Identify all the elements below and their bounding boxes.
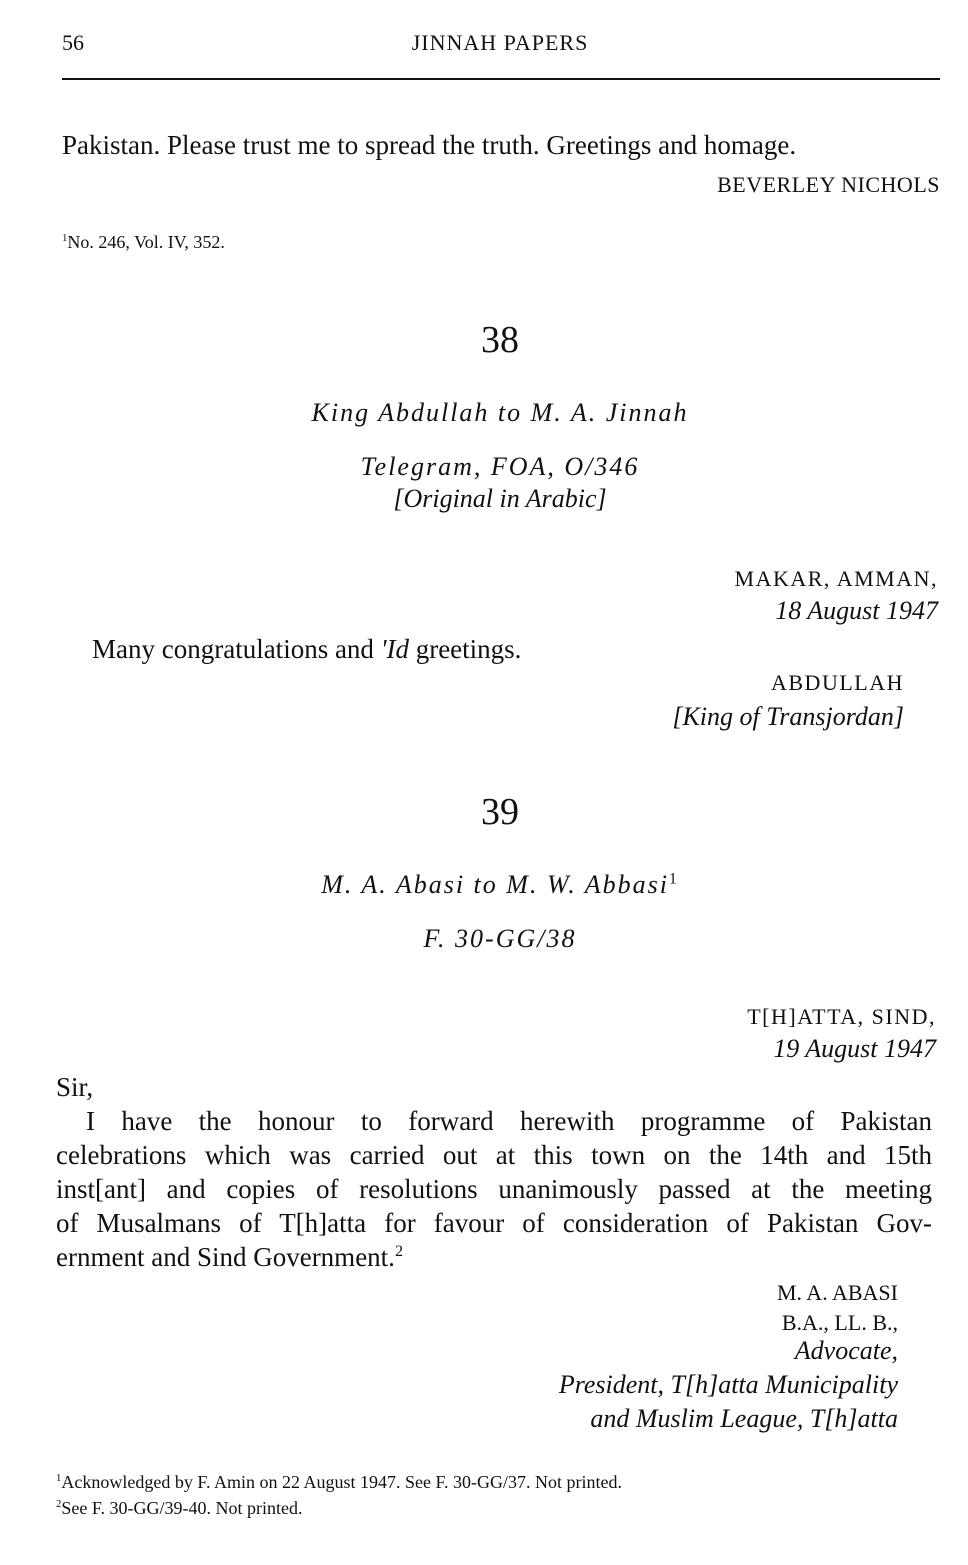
carryover-text: Pakistan. Please trust me to spread the truth. Greetings and homage.: [62, 130, 797, 160]
doc-38-number: 38: [481, 319, 519, 361]
doc-39-body-last: [56, 1242, 403, 1273]
doc-38-signature: ABDULLAH: [771, 670, 904, 695]
doc-39-reference: F. 30-GG/38: [423, 924, 577, 953]
footnote-1: [56, 1472, 622, 1493]
doc-38-reference: Telegram, FOA, O/346: [360, 452, 640, 481]
doc-39-signature-name: M. A. ABASI: [776, 1280, 898, 1305]
doc-38-note: [Original in Arabic]: [393, 484, 607, 513]
doc-39-body-line: I have the honour to forward herewith programme of Pakistan: [86, 1106, 932, 1136]
doc-38-body: [92, 634, 521, 665]
doc-39-body-line: celebrations which was carried out at this town on the 14th and 15th: [56, 1140, 932, 1170]
doc-39-salutation: Sir,: [56, 1072, 94, 1102]
footnote-text: No. 246, Vol. IV, 352.: [67, 232, 225, 252]
doc-39-title-mark: 1: [668, 870, 679, 888]
footnote-2-mark: 2: [56, 1498, 62, 1510]
doc-39-body-mark: 2: [394, 1242, 404, 1260]
doc-38-body-b: greetings.: [408, 634, 522, 664]
carryover-signature: BEVERLEY NICHOLS: [717, 172, 940, 197]
doc-39-date: 19 August 1947: [773, 1034, 936, 1063]
doc-39-signature-role: and Muslim League, T[h]atta: [590, 1404, 898, 1433]
header-rule: [62, 78, 940, 80]
page-number: 56: [62, 30, 84, 55]
doc-38-body-a: Many congratulations and: [92, 634, 381, 664]
doc-38-body-italic: 'Id: [380, 634, 409, 664]
doc-39-signature-role: President, T[h]atta Municipality: [558, 1370, 898, 1399]
doc-38-date: 18 August 1947: [775, 596, 938, 625]
carryover-footnote: [62, 232, 225, 253]
running-title: JINNAH PAPERS: [411, 30, 589, 55]
footnote-1-mark: 1: [56, 1472, 62, 1484]
doc-39-body-last-text: ernment and Sind Government.: [56, 1242, 395, 1272]
doc-38-signature-title: [King of Transjordan]: [672, 702, 904, 731]
doc-38-place: MAKAR, AMMAN,: [734, 566, 938, 591]
doc-39-title-text: M. A. Abasi to M. W. Abbasi: [321, 870, 669, 899]
footnote-2: [56, 1498, 302, 1519]
footnote-1-text: Acknowledged by F. Amin on 22 August 1947. See F. 30-GG/37. Not printed.: [61, 1472, 622, 1492]
doc-39-signature-degree: B.A., LL. B.,: [781, 1310, 898, 1335]
footnote-2-text: See F. 30-GG/39-40. Not printed.: [61, 1498, 303, 1518]
doc-38-title: King Abdullah to M. A. Jinnah: [311, 398, 689, 427]
doc-39-place: T[H]ATTA, SIND,: [747, 1004, 936, 1029]
footnote-mark: 1: [62, 232, 68, 244]
doc-39-signature-role: Advocate,: [794, 1336, 898, 1365]
doc-39-number: 39: [481, 791, 519, 833]
doc-39-body-line: inst[ant] and copies of resolutions unanimously passed at the meeting: [56, 1174, 932, 1204]
doc-39-body-line: of Musalmans of T[h]atta for favour of consideration of Pakistan Gov-: [56, 1208, 932, 1238]
doc-39-title: [0, 870, 968, 900]
